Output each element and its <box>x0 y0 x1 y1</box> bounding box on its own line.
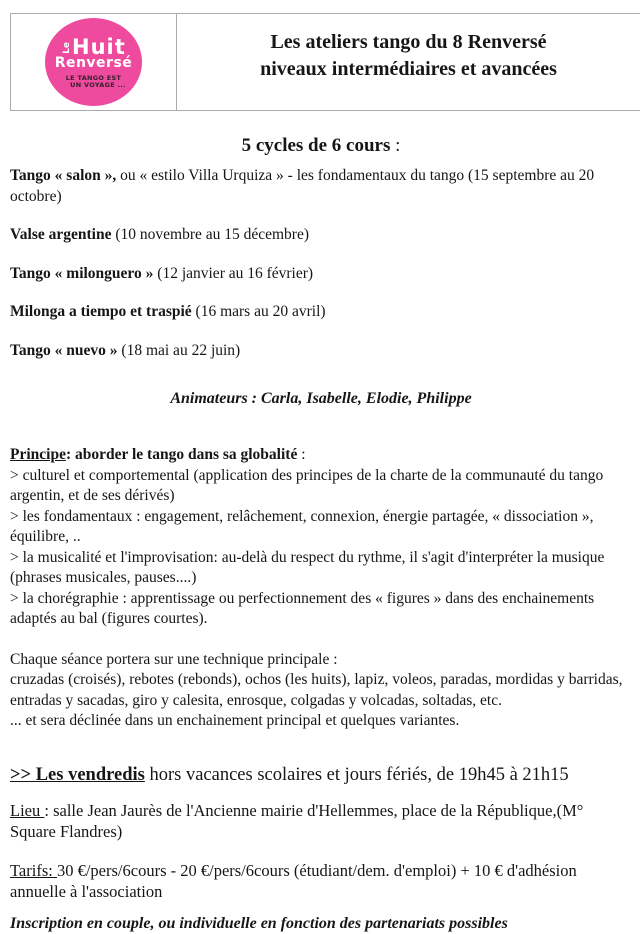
logo-tagline-line1: LE TANGO EST <box>65 73 122 82</box>
principe-bullets <box>10 466 632 630</box>
course-dates: (18 mai au 22 juin) <box>117 341 241 359</box>
schedule-days: >> Les vendredis <box>10 764 145 785</box>
lieu-label: Lieu <box>10 800 45 820</box>
course-dates: ou « estilo Villa Urquiza » - les fondamentaux du tango (15 septembre au 20 octobre) <box>10 167 595 205</box>
technique-note: ... et sera déclinée dans un enchainement principal et quelques variantes. <box>10 712 460 729</box>
principe-colon: : <box>297 446 306 463</box>
course-dates: (10 novembre au 15 décembre) <box>111 226 310 243</box>
schedule-details: hors vacances scolaires et jours fériés, de 19h45 à 21h15 <box>144 764 569 785</box>
principe-bullet-culturel: > culturel et comportemental (application des principes de la charte de la communauté du tango argentin, et de ses dérivés) <box>10 466 604 504</box>
header-table <box>10 13 640 111</box>
tarifs-details: 30 €/pers/6cours - 20 €/pers/6cours (étudiant/dem. d'emploi) + 10 € d'adhésion annuelle à l'association <box>10 860 577 901</box>
tarifs-line <box>10 860 632 902</box>
principe-bold-text: : aborder le tango dans sa globalité <box>65 446 298 463</box>
logo-cell <box>11 14 177 110</box>
logo-renverse-text: Renversé <box>54 54 133 71</box>
lieu-details: : salle Jean Jaurès de l'Ancienne mairie d'Hellemmes, place de la République,(M° Square Flandres) <box>10 800 584 841</box>
course-item-salon <box>10 166 632 207</box>
cycles-heading-colon: : <box>390 135 401 156</box>
course-name: Tango « salon », <box>10 167 117 184</box>
principe-heading <box>10 445 632 466</box>
cycles-heading-text: 5 cycles de 6 cours <box>241 135 391 156</box>
principe-bullet-musicalite: > la musicalité et l'improvisation: au-delà du respect du rythme, il s'agit d'interpréter la musique (phrases musicales, pauses....) <box>10 548 605 586</box>
technique-section <box>10 650 632 732</box>
inscription-line: Inscription en couple, ou individuelle en fonction des partenariats possibles <box>10 914 508 932</box>
course-item-nuevo <box>10 341 632 362</box>
logo-tagline-line2: UN VOYAGE ... <box>70 81 126 89</box>
logo-tagline <box>61 75 126 90</box>
course-item-milonguero <box>10 264 632 285</box>
logo-le-rotated-text: Le <box>62 41 73 54</box>
course-name: Milonga a tiempo et traspié <box>10 303 192 320</box>
course-name: Tango « nuevo » <box>10 341 118 359</box>
technique-intro: Chaque séance portera sur une technique principale : <box>10 650 338 668</box>
logo-wordmark <box>61 34 126 59</box>
course-dates: (12 janvier au 16 février) <box>153 264 314 282</box>
document-title <box>177 14 640 110</box>
logo-huit-text: Huit <box>72 34 126 59</box>
title-line2: niveaux intermédiaires et avancées <box>260 58 557 80</box>
principe-label: Principe <box>10 446 66 463</box>
technique-list: cruzadas (croisés), rebotes (rebonds), ochos (les huits), lapiz, voleos, paradas, mordidas y barridas, entradas y sacadas, giro y calesita, enrosque, colgadas y volcadas, soltadas, etc. <box>10 671 623 709</box>
course-name: Valse argentine <box>10 226 112 243</box>
principe-bullet-choregraphie: > la chorégraphie : apprentissage ou perfectionnement des « figures » dans des enchainements adaptés au bal (figures courtes). <box>10 589 595 627</box>
schedule-line <box>10 763 632 787</box>
course-item-milonga <box>10 302 632 323</box>
lieu-line <box>10 800 632 842</box>
animateurs-line: Animateurs : Carla, Isabelle, Elodie, Philippe <box>170 390 472 407</box>
course-name: Tango « milonguero » <box>10 264 154 282</box>
huit-renverse-logo <box>45 18 142 106</box>
title-line1: Les ateliers tango du 8 Renversé <box>270 31 547 53</box>
tarifs-label: Tarifs: <box>10 860 57 880</box>
principe-bullet-fondamentaux: > les fondamentaux : engagement, relâchement, connexion, énergie partagée, « dissociation », équilibre, .. <box>10 507 594 545</box>
course-dates: (16 mars au 20 avril) <box>191 303 326 320</box>
cycles-heading <box>10 135 632 157</box>
course-item-valse <box>10 225 632 246</box>
